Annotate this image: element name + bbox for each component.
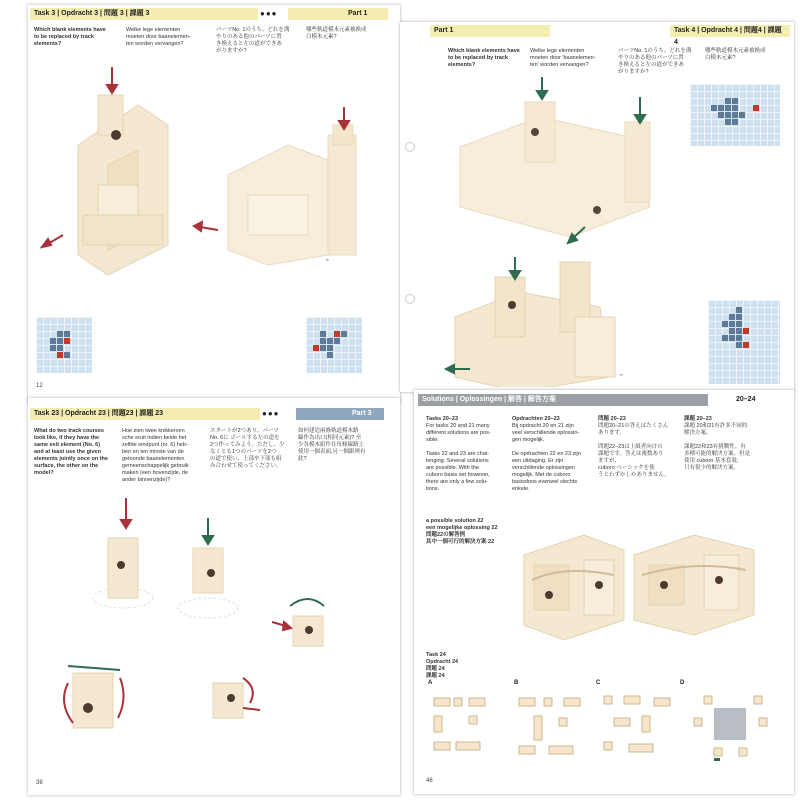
floor-plan-grid-bottom	[708, 300, 780, 384]
entry-arrow-right	[194, 222, 218, 231]
task-header	[30, 408, 260, 420]
solutions-header	[418, 394, 708, 406]
question-dutch: Hoe zien twee knikkerven sche eruit indien beide het zelfde eindpunt (nr. 6) heb- ben en ten minste van de getoonde baanelementen gemeenschappelijk gebruik maken (een bovenzijde, de ander binnenzijde)?	[122, 428, 189, 483]
right-cube-model	[228, 125, 356, 265]
col-chinese-text: 課題 20和21有許多不同的 解決方案。 課題22和23有挑戰性。有 多種可能的解決方案。但是 使用 cuboro 基本套裝, 只有很少的解決方案。	[684, 423, 751, 471]
task-header	[670, 25, 790, 46]
question-chinese: 哪些軌道模木元素被換成 白模木元素?	[306, 27, 367, 40]
task-title: Task 4 | Opdracht 4 | 問題4 | 課題 4	[674, 27, 782, 46]
book-page-task-3	[28, 5, 400, 402]
question-dutch: Welke lege elementen moeten door 'baanelemen- ten' worden vervangen?	[530, 48, 596, 68]
down-arrow-green	[203, 518, 213, 544]
tower-element-2	[178, 548, 238, 618]
page-number: 46	[426, 778, 433, 784]
down-arrow-left	[107, 67, 117, 93]
page-number: 12	[36, 383, 43, 389]
set-label-a: A	[428, 680, 433, 686]
solutions-range: 20–24	[736, 396, 756, 403]
pieces-set-d	[694, 696, 767, 761]
double-arrow-green	[68, 666, 120, 670]
set-label-d: D	[680, 680, 685, 686]
pieces-set-b	[519, 698, 580, 754]
part-header	[430, 25, 550, 37]
col-chinese-title: 課題 20–23	[684, 416, 712, 422]
tower-element-1	[93, 538, 153, 608]
exit-arrow-left	[42, 235, 63, 247]
book-page-task-23	[28, 398, 400, 795]
set-label-b: B	[514, 680, 519, 686]
difficulty-dots: ●●●	[262, 409, 280, 418]
question-english: Which blank elements have to be replaced by track elements?	[448, 48, 520, 68]
lower-cube-model	[455, 262, 615, 387]
cube-model-illustration	[28, 65, 400, 345]
question-english: Which blank elements have to be replaced by track elements?	[34, 27, 106, 47]
model-marker: ▪▪	[326, 257, 329, 262]
side-arrow-red	[272, 622, 291, 630]
pieces-set-c	[604, 696, 670, 752]
book-page-task-4	[400, 22, 794, 392]
question-dutch: Welke lege elementen moeten door baanelemen- ten worden vervangen?	[126, 27, 191, 47]
question-japanese: スタートが2つあり、パーツ No. 6に ゴールする左の道を 2つ作ってみよう。ただし、少 なくとも1つのパーツを2つ の道で使い、上部や下部も組 み合わせて使ってください。	[210, 428, 285, 469]
difficulty-dots: ●●●	[260, 9, 278, 18]
question-japanese: パーツNo. 1のうち、どれを溝 やりのある他のパーツに置 き換えると左の道ができあ がりますか?	[618, 48, 692, 75]
floor-plan-grid-top	[690, 84, 780, 146]
cube-element-3	[293, 616, 323, 646]
solution-model-left	[524, 535, 624, 640]
rotate-arrow-green	[290, 599, 324, 606]
col-japanese-title: 問題 20–23	[598, 416, 626, 422]
col-english-title: Tasks 20–23	[426, 416, 459, 422]
track-pieces-layout	[414, 688, 794, 768]
question-english: What do two track courses look like, if they have the same exit element (No. 6) and at least use the given elements jointly once on the surface, the other on the model?	[34, 428, 108, 476]
part-label: Part 1	[348, 10, 368, 17]
page-number: 38	[36, 780, 43, 786]
part-header	[288, 8, 388, 20]
pieces-set-a	[434, 698, 485, 750]
down-arrow-red	[121, 498, 131, 528]
task-title: Task 3 | Opdracht 3 | 問題 3 | 課題 3	[34, 10, 150, 17]
solutions-title: Solutions | Oplossingen | 解答 | 解答方案	[422, 396, 556, 403]
cube-element-5	[213, 683, 243, 718]
model-marker: ▪▪	[620, 372, 623, 377]
col-dutch-title: Opdrachten 20–23	[512, 416, 560, 422]
down-arrow-c	[510, 257, 520, 279]
task-title: Task 23 | Opdracht 23 | 問題23 | 課題 23	[34, 410, 164, 417]
set-label-c: C	[596, 680, 601, 686]
col-english-text: For tasks 20 and 21 many different solutions are pos- sible. Tasks 22 and 23 are chal- lenging. Several solutions are possible. With the cuboro basis set however, there are only a few solu- tions.	[426, 423, 491, 492]
solution-caption: a possible solution 22 een mogelijke oplossing 22 問題22の解答例 其中一個可行的解決方案 22	[426, 518, 498, 545]
floor-plan-grid-left	[36, 317, 92, 373]
solution-models-illustration	[414, 525, 794, 655]
upper-cube-model	[460, 102, 650, 237]
down-arrow-a	[537, 77, 547, 99]
part-label: Part 1	[434, 27, 454, 34]
part-label: Part 3	[352, 410, 372, 417]
part-header	[296, 408, 384, 420]
cube-elements-illustration	[28, 498, 400, 778]
solution-model-right	[634, 535, 754, 635]
rotate-arrows-red	[243, 678, 260, 710]
col-dutch-text: Bij opdracht 20 en 21 zijn veel verschillende oplossin- gen mogelijk. De opdrachten 22 en 23 zijn een uitdaging. Er zijn verschillende oplossingen mogelijk. Met de cuboro basisdoos evenwel slechts enkele.	[512, 423, 581, 492]
task-header	[30, 8, 258, 20]
question-chinese: 如何建造兩條軌道模木路 線作為出口(相同元素)? 至 少各模木組件在每條線路上 使用一個表面,另一個跟裡有 此?	[298, 428, 366, 462]
down-arrow-b	[635, 97, 645, 123]
question-chinese: 哪些軌道模木元素被換成 白模木元素?	[705, 48, 766, 61]
left-cube-model	[78, 95, 168, 275]
question-japanese: パーツNo. 1のうち、どれを溝 やりのある他のパーツに置 き換えると左の道ができあ がりますか?	[216, 27, 290, 54]
track-element-4	[73, 673, 113, 728]
task24-label: Task 24 Opdracht 24 問題 24 課題 24	[426, 652, 459, 679]
col-japanese-text: 問題20–21の答えはたくさん あります。 問題22–23は上級者向けの 課題です。答えは複数あり ますが、 cuboro ベーシックを使 うとわずかしかありません。	[598, 423, 670, 478]
book-page-solutions	[414, 390, 794, 794]
floor-plan-grid-right	[306, 317, 362, 373]
